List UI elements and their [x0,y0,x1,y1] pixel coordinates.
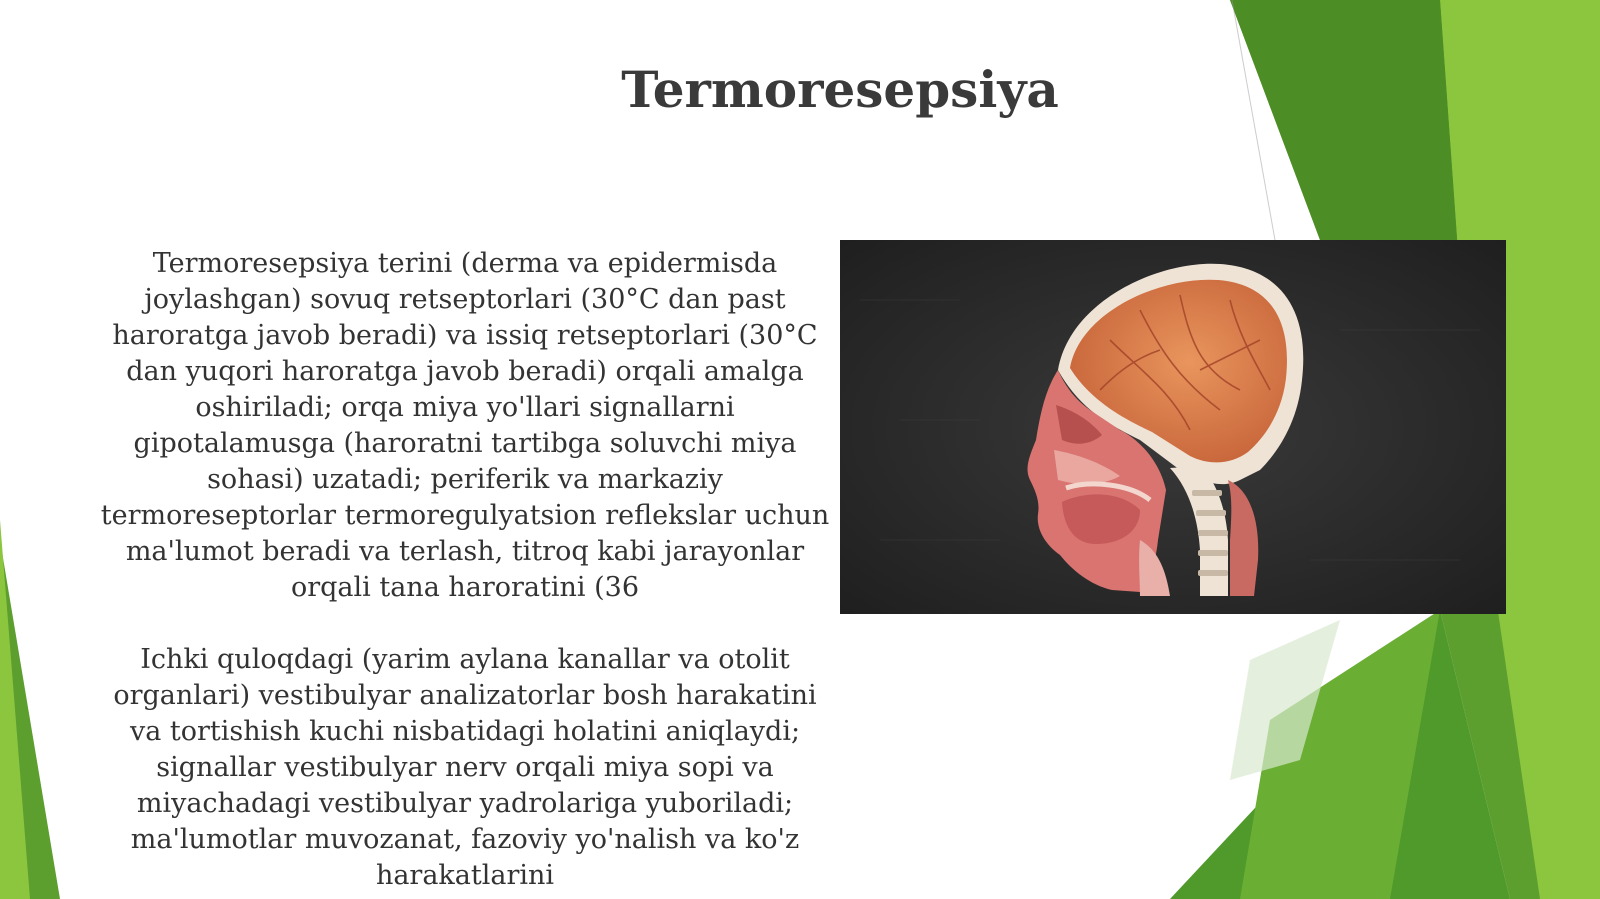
body-paragraph-2 [100,642,830,894]
head-cross-section-image [840,240,1506,614]
body-paragraph-1 [100,246,830,606]
head-cross-section-icon [840,240,1506,614]
paragraph-text: Ichki quloqdagi (yarim aylana kanallar va otolit organlari) vestibulyar analizatorlar bosh harakatini va tortishish kuchi nisbatidagi holatini aniqlaydi; signallar vestibulyar nerv orqali miya sopi va miyachadagi vestibulyar yadrolariga yuboriladi; ma'lumotlar muvozanat, fazoviy yo'nalish va ko'z harakatlarini [113,644,817,891]
slide-title: Termoresepsiya [621,60,1059,119]
paragraph-text: Termoresepsiya terini (derma va epidermisda joylashgan) sovuq retseptorlari (30°C dan past haroratga javob beradi) va issiq retseptorlari (30°C dan yuqori haroratga javob beradi) orqali amalga oshiriladi; orqa miya yo'llari signallarni gipotalamusga (haroratni tartibga soluvchi miya sohasi) uzatadi; periferik va markaziy termoreseptorlar termoregulyatsion reflekslar uchun ma'lumot beradi va terlash, titroq kabi jarayonlar orqali tana haroratini (36 [100,248,830,603]
